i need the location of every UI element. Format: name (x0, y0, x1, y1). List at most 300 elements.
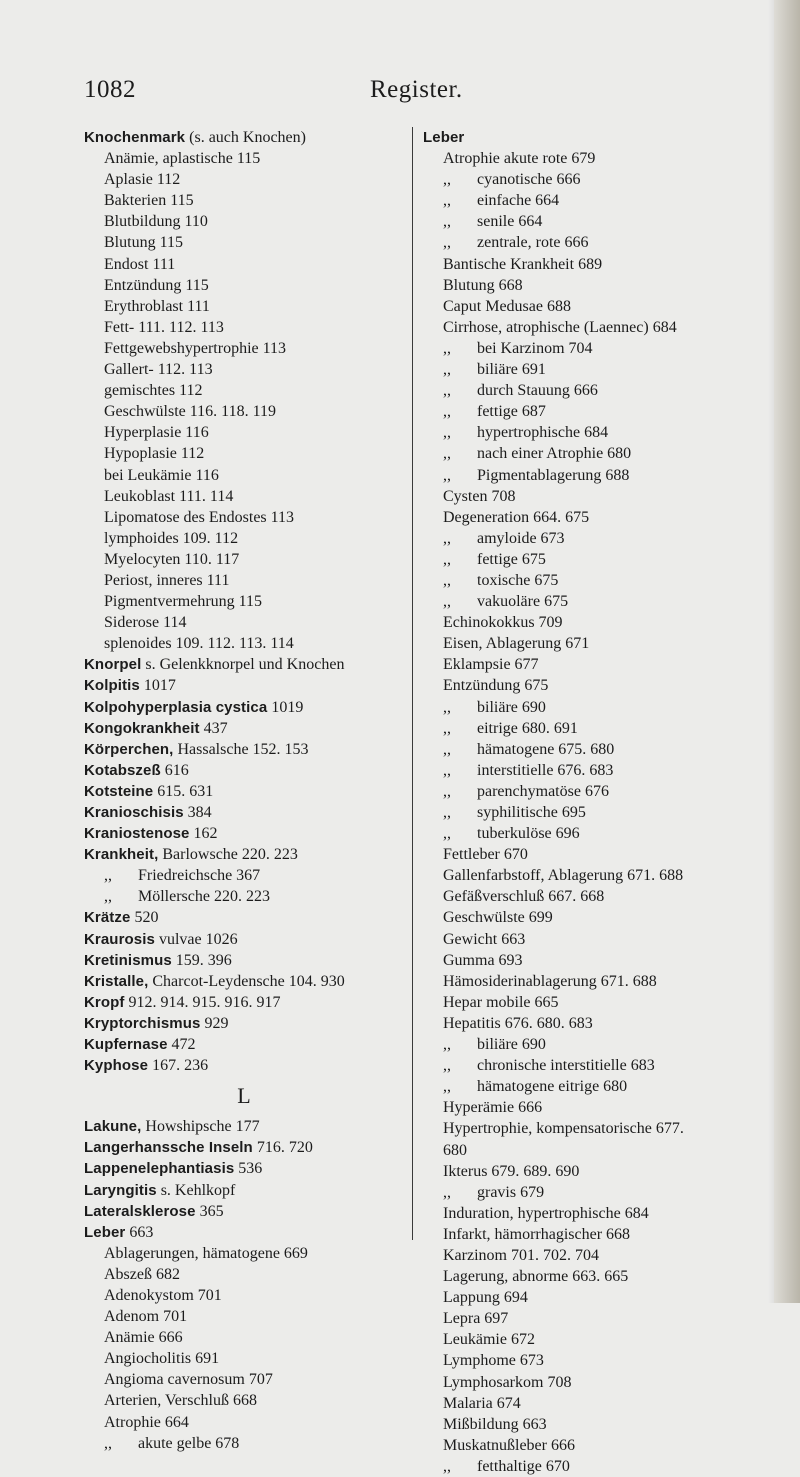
index-subentry (84, 1264, 406, 1285)
entry-text: Angiocholitis 691 (104, 1350, 220, 1368)
entry-text: Blutbildung 110 (104, 213, 208, 231)
entry-text: Induration, hypertrophische 684 (443, 1204, 649, 1222)
entry-keyword: Krankheit, (84, 846, 159, 864)
entry-text: 1017 (139, 677, 176, 695)
entry-text: Lagerung, abnorme 663. 665 (443, 1268, 629, 1286)
entry-text: Lipomatose des Endostes 113 (104, 508, 295, 526)
entry-text: amyloide 673 (477, 529, 565, 547)
index-subentry (423, 1435, 778, 1456)
entry-text: Adenokystom 701 (104, 1286, 222, 1304)
ditto-mark: ,, (443, 698, 451, 716)
entry-text: Hypertrophie, kompensatorische 677. (443, 1120, 684, 1138)
entry-text: interstitielle 676. 683 (477, 761, 614, 779)
index-subentry (423, 401, 778, 422)
index-subentry (423, 739, 778, 760)
index-subentry (423, 169, 778, 190)
entry-text: bei Leukämie 116 (104, 466, 219, 484)
ditto-mark: ,, (443, 382, 451, 400)
index-subentry (423, 549, 778, 570)
entry-keyword: Kristalle, (84, 972, 149, 990)
index-subentry (423, 211, 778, 232)
index-subentry (423, 1161, 778, 1182)
entry-text: Atrophie 664 (104, 1413, 189, 1431)
entry-keyword: Knorpel (84, 656, 142, 674)
index-subentry (423, 612, 778, 633)
entry-keyword: Leber (84, 1223, 126, 1241)
entry-text: Arterien, Verschluß 668 (104, 1392, 257, 1410)
entry-text: Gewicht 663 (443, 930, 526, 948)
index-subentry (84, 359, 406, 380)
ditto-mark: ,, (443, 445, 451, 463)
entry-text: Pigmentvermehrung 115 (104, 593, 263, 611)
index-entry (84, 654, 406, 675)
index-subentry (84, 591, 406, 612)
entry-text: lymphoides 109. 112 (104, 529, 239, 547)
entry-text: Hyperämie 666 (443, 1099, 543, 1117)
ditto-mark: ,, (443, 571, 451, 589)
entry-keyword: Kolpohyperplasia cystica (84, 698, 268, 716)
index-subentry (84, 528, 406, 549)
ditto-mark: ,, (443, 825, 451, 843)
index-entry (84, 1222, 406, 1243)
ditto-mark: ,, (443, 804, 451, 821)
ditto-mark: ,, (443, 424, 451, 442)
index-entry (84, 1034, 406, 1055)
index-subentry (84, 422, 406, 443)
index-subentry (423, 802, 778, 823)
index-subentry (423, 465, 778, 486)
entry-text: 520 (130, 909, 159, 927)
entry-text: Gumma 693 (443, 951, 523, 969)
index-subentry (84, 612, 406, 633)
index-subentry (84, 1369, 406, 1390)
entry-text: nach einer Atrophie 680 (477, 445, 632, 463)
entry-text: Gallenfarbstoff, Ablagerung 671. 688 (443, 867, 684, 885)
entry-text: 365 (195, 1202, 224, 1220)
index-subentry (423, 359, 778, 380)
entry-text: fetthaltige 670 (477, 1457, 570, 1475)
entry-text: 384 (183, 804, 212, 821)
entry-keyword: Laryngitis (84, 1181, 157, 1199)
index-subentry (423, 1350, 778, 1371)
entry-text: einfache 664 (477, 192, 560, 210)
index-entry (84, 929, 406, 950)
ditto-mark: ,, (443, 740, 451, 758)
index-subentry (423, 317, 778, 338)
column-divider (412, 127, 413, 1240)
index-subentry (84, 549, 406, 570)
ditto-mark: ,, (443, 1457, 451, 1475)
entry-text: eitrige 680. 691 (477, 719, 578, 737)
index-subentry (423, 148, 778, 169)
index-subentry (423, 570, 778, 591)
entry-text: Hassalsche 152. 153 (173, 740, 309, 758)
index-subentry (423, 950, 778, 971)
entry-text: 437 (199, 719, 228, 737)
index-subentry (423, 865, 778, 886)
entry-text: Periost, inneres 111 (104, 571, 230, 589)
index-subentry (423, 1097, 778, 1118)
entry-text: 536 (234, 1160, 263, 1178)
entry-keyword: Körperchen, (84, 740, 174, 758)
index-subentry (423, 633, 778, 654)
index-subentry (84, 1390, 406, 1411)
index-subentry (84, 380, 406, 401)
index-subentry (423, 591, 778, 612)
index-subentry (423, 1414, 778, 1435)
entry-text: biliäre 691 (477, 361, 546, 379)
index-subentry (423, 1076, 778, 1097)
entry-text: gravis 679 (477, 1183, 545, 1201)
entry-text: Myelocyten 110. 117 (104, 550, 240, 568)
entry-text: fettige 687 (477, 403, 546, 421)
index-subentry (423, 823, 778, 844)
ditto-mark: ,, (443, 719, 451, 737)
index-subentry (84, 317, 406, 338)
entry-text: Lymphome 673 (443, 1352, 544, 1370)
index-entry (84, 907, 406, 928)
entry-text: Endost 111 (104, 255, 176, 273)
entry-text: hämatogene eitrige 680 (477, 1078, 628, 1096)
index-subentry (423, 1393, 778, 1414)
entry-text: Lappung 694 (443, 1289, 528, 1307)
entry-keyword: Kretinismus (84, 951, 172, 969)
index-subentry (423, 886, 778, 907)
entry-text: Muskatnußleber 666 (443, 1436, 575, 1454)
index-subentry (423, 992, 778, 1013)
entry-text: durch Stauung 666 (477, 382, 598, 400)
entry-text: Mißbildung 663 (443, 1415, 547, 1433)
entry-text: Hypoplasie 112 (104, 445, 205, 463)
entry-text: Anämie 666 (104, 1329, 183, 1347)
entry-text: Fett- 111. 112. 113 (104, 318, 224, 336)
entry-text: vakuoläre 675 (477, 593, 569, 611)
entry-text: syphilitische 695 (477, 804, 586, 821)
entry-text: toxische 675 (477, 571, 559, 589)
index-subentry (84, 232, 406, 253)
entry-text: Aplasie 112 (104, 171, 181, 189)
index-entry (84, 760, 406, 781)
index-subentry (84, 296, 406, 317)
page-header (0, 76, 800, 116)
index-entry (84, 1180, 406, 1201)
index-entry (84, 1201, 406, 1222)
index-subentry (84, 1327, 406, 1348)
index-entry (84, 950, 406, 971)
index-subentry (423, 1203, 778, 1224)
index-subentry (423, 760, 778, 781)
entry-keyword: Kropf (84, 993, 125, 1011)
ditto-mark: ,, (443, 234, 451, 252)
entry-text: s. Kehlkopf (156, 1181, 236, 1199)
entry-text: Eklampsie 677 (443, 656, 539, 674)
index-subentry (84, 1306, 406, 1327)
entry-text: Entzündung 115 (104, 276, 209, 294)
index-subentry (423, 1055, 778, 1076)
entry-keyword: Kolpitis (84, 677, 140, 695)
ditto-mark: ,, (443, 1078, 451, 1096)
index-subentry (423, 275, 778, 296)
entry-text: Barlowsche 220. 223 (158, 846, 298, 864)
index-entry (84, 992, 406, 1013)
entry-text: Cirrhose, atrophische (Laennec) 684 (443, 318, 677, 336)
index-subentry (423, 1372, 778, 1393)
index-subentry (84, 886, 406, 907)
index-subentry (423, 971, 778, 992)
ditto-mark: ,, (443, 361, 451, 379)
entry-keyword: Kongokrankheit (84, 719, 200, 737)
entry-keyword: Kraurosis (84, 930, 155, 948)
index-subentry (423, 528, 778, 549)
entry-text: hämatogene 675. 680 (477, 740, 615, 758)
entry-text: Cysten 708 (443, 487, 516, 505)
index-subentry (423, 654, 778, 675)
index-subentry (423, 929, 778, 950)
ditto-mark: ,, (443, 192, 451, 210)
index-subentry (423, 1245, 778, 1266)
ditto-mark: ,, (443, 1057, 451, 1075)
index-entry (84, 823, 406, 844)
index-subentry (84, 169, 406, 190)
entry-text: Caput Medusae 688 (443, 297, 571, 315)
entry-keyword: Langerhanssche Inseln (84, 1139, 253, 1157)
entry-keyword: Kraniostenose (84, 825, 190, 843)
entry-keyword: Kotabszeß (84, 761, 161, 779)
index-subentry (423, 1182, 778, 1203)
entry-text: 680 (443, 1141, 467, 1159)
index-subentry (84, 190, 406, 211)
entry-text: Fettleber 670 (443, 846, 528, 864)
ditto-mark: ,, (443, 466, 451, 484)
ditto-mark: ,, (104, 888, 112, 906)
page-number: 1082 (84, 76, 136, 103)
entry-text: chronische interstitielle 683 (477, 1057, 655, 1075)
ditto-mark: ,, (443, 171, 451, 189)
index-subentry (423, 486, 778, 507)
ditto-mark: ,, (443, 593, 451, 611)
index-entry (84, 697, 406, 718)
index-entry (84, 1158, 406, 1179)
entry-text: Fettgewebshypertrophie 113 (104, 339, 287, 357)
index-column-left (84, 127, 406, 1454)
entry-text: Bantische Krankheit 689 (443, 255, 603, 273)
entry-text: Adenom 701 (104, 1308, 188, 1326)
index-subentry (84, 633, 406, 654)
index-subentry (423, 232, 778, 253)
entry-text: Karzinom 701. 702. 704 (443, 1246, 599, 1264)
index-subentry (423, 781, 778, 802)
entry-text: Lepra 697 (443, 1310, 509, 1328)
entry-text: splenoides 109. 112. 113. 114 (104, 635, 294, 653)
index-entry (84, 971, 406, 992)
entry-text: Degeneration 664. 675 (443, 508, 590, 526)
entry-text: Bakterien 115 (104, 192, 194, 210)
entry-text: 663 (125, 1223, 154, 1241)
entry-text: Gallert- 112. 113 (104, 361, 213, 379)
ditto-mark: ,, (443, 213, 451, 231)
entry-text: senile 664 (477, 213, 543, 231)
index-subentry (423, 422, 778, 443)
index-subentry (423, 380, 778, 401)
entry-keyword: Lakune, (84, 1118, 142, 1136)
entry-text: zentrale, rote 666 (477, 234, 589, 252)
entry-keyword: Leber (423, 129, 465, 146)
entry-keyword: Kranioschisis (84, 804, 184, 821)
entry-text: bei Karzinom 704 (477, 339, 593, 357)
entry-text: Echinokokkus 709 (443, 614, 563, 632)
index-entry (84, 844, 406, 865)
index-entry (84, 675, 406, 696)
index-subentry (423, 190, 778, 211)
index-entry (84, 739, 406, 760)
entry-text: biliäre 690 (477, 698, 546, 716)
ditto-mark: ,, (443, 339, 451, 357)
entry-text: Atrophie akute rote 679 (443, 150, 596, 168)
index-subentry (423, 338, 778, 359)
index-subentry (423, 1224, 778, 1245)
index-entry (84, 1137, 406, 1158)
entry-keyword: Krätze (84, 909, 131, 927)
index-subentry (84, 443, 406, 464)
entry-text: 167. 236 (148, 1057, 209, 1075)
entry-text: vulvae 1026 (154, 930, 238, 948)
entry-text: tuberkulöse 696 (477, 825, 580, 843)
entry-text: Malaria 674 (443, 1394, 521, 1412)
entry-keyword: Kotsteine (84, 782, 154, 800)
entry-text: Charcot-Leydensche 104. 930 (148, 972, 345, 990)
entry-text: 162 (189, 825, 218, 843)
ditto-mark: ,, (443, 782, 451, 800)
entry-text: Geschwülste 699 (443, 909, 553, 927)
index-entry (84, 802, 406, 823)
index-subentry (423, 1013, 778, 1034)
entry-keyword: Lappenelephantiasis (84, 1160, 235, 1178)
entry-text: Abszeß 682 (104, 1265, 180, 1283)
ditto-mark: ,, (104, 867, 112, 885)
index-subentry (423, 907, 778, 928)
index-subentry (423, 1118, 778, 1139)
index-subentry (423, 254, 778, 275)
entry-text: Blutung 115 (104, 234, 183, 252)
entry-text: Hämosiderinablagerung 671. 688 (443, 972, 657, 990)
index-subentry (84, 401, 406, 422)
index-subentry (423, 443, 778, 464)
entry-text: Pigmentablagerung 688 (477, 466, 630, 484)
entry-text: fettige 675 (477, 550, 546, 568)
entry-text: Hyperplasie 116 (104, 424, 209, 442)
entry-text: Infarkt, hämorrhagischer 668 (443, 1225, 631, 1243)
entry-text: biliäre 690 (477, 1036, 546, 1054)
index-subentry (84, 1348, 406, 1369)
index-subentry (84, 211, 406, 232)
entry-text: cyanotische 666 (477, 171, 581, 189)
index-entry (84, 1116, 406, 1137)
running-head: Register. (370, 76, 463, 103)
entry-text: Leukämie 672 (443, 1331, 535, 1349)
entry-text: Gefäßverschluß 667. 668 (443, 888, 605, 906)
index-subentry (84, 486, 406, 507)
entry-keyword: Kupfernase (84, 1036, 168, 1054)
ditto-mark: ,, (104, 1434, 112, 1452)
entry-text: Howshipsche 177 (141, 1118, 260, 1136)
entry-text: 472 (167, 1036, 196, 1054)
entry-keyword: Kyphose (84, 1057, 149, 1075)
entry-text: Angioma cavernosum 707 (104, 1371, 273, 1389)
entry-text: Möllersche 220. 223 (138, 888, 270, 906)
index-entry (423, 127, 778, 148)
entry-text: 929 (200, 1014, 229, 1032)
ditto-mark: ,, (443, 529, 451, 547)
entry-text: 159. 396 (171, 951, 232, 969)
entry-text: Ablagerungen, hämatogene 669 (104, 1244, 308, 1262)
index-subentry (84, 148, 406, 169)
entry-text: Hepatitis 676. 680. 683 (443, 1014, 593, 1032)
ditto-mark: ,, (443, 761, 451, 779)
index-subentry (84, 465, 406, 486)
section-letter: L (237, 1083, 253, 1109)
index-subentry (423, 697, 778, 718)
index-entry (84, 127, 406, 148)
entry-keyword: Lateralsklerose (84, 1202, 196, 1220)
index-subentry (84, 1433, 406, 1454)
entry-text: s. Gelenkknorpel und Knochen (141, 656, 345, 674)
entry-text: Leukoblast 111. 114 (104, 487, 234, 505)
index-subentry (84, 507, 406, 528)
index-subentry (423, 1287, 778, 1308)
ditto-mark: ,, (443, 550, 451, 568)
ditto-mark: ,, (443, 1183, 451, 1201)
entry-text: Ikterus 679. 689. 690 (443, 1162, 580, 1180)
entry-text: 615. 631 (153, 782, 214, 800)
entry-text: Lymphosarkom 708 (443, 1373, 572, 1391)
index-subentry (423, 296, 778, 317)
ditto-mark: ,, (443, 1036, 451, 1054)
entry-text: 1019 (267, 698, 304, 716)
entry-text: Erythroblast 111 (104, 297, 210, 315)
index-subentry (423, 507, 778, 528)
entry-text: parenchymatöse 676 (477, 782, 609, 800)
entry-text: Anämie, aplastische 115 (104, 150, 261, 168)
index-subentry (84, 254, 406, 275)
ditto-mark: ,, (443, 403, 451, 421)
index-entry (84, 718, 406, 739)
index-subentry (84, 275, 406, 296)
entry-text: gemischtes 112 (104, 382, 203, 400)
index-subentry (84, 1412, 406, 1433)
entry-text: Eisen, Ablagerung 671 (443, 635, 590, 653)
entry-text: Blutung 668 (443, 276, 523, 294)
index-subentry (423, 718, 778, 739)
index-subentry (423, 675, 778, 696)
index-continuation (423, 1140, 778, 1161)
entry-text: hypertrophische 684 (477, 424, 609, 442)
index-subentry (84, 570, 406, 591)
entry-text: 616 (160, 761, 189, 779)
entry-text: Siderose 114 (104, 614, 187, 632)
entry-text: Geschwülste 116. 118. 119 (104, 403, 276, 421)
entry-text: 716. 720 (252, 1139, 313, 1157)
index-entry (84, 1055, 406, 1076)
index-subentry (423, 1266, 778, 1287)
index-subentry (84, 338, 406, 359)
entry-text: 912. 914. 915. 916. 917 (124, 993, 281, 1011)
index-entry (84, 781, 406, 802)
entry-keyword: Kryptorchismus (84, 1014, 201, 1032)
entry-text: Hepar mobile 665 (443, 993, 559, 1011)
index-column-right (423, 127, 778, 1477)
entry-text: Friedreichsche 367 (138, 867, 261, 885)
entry-text: Entzündung 675 (443, 677, 549, 695)
